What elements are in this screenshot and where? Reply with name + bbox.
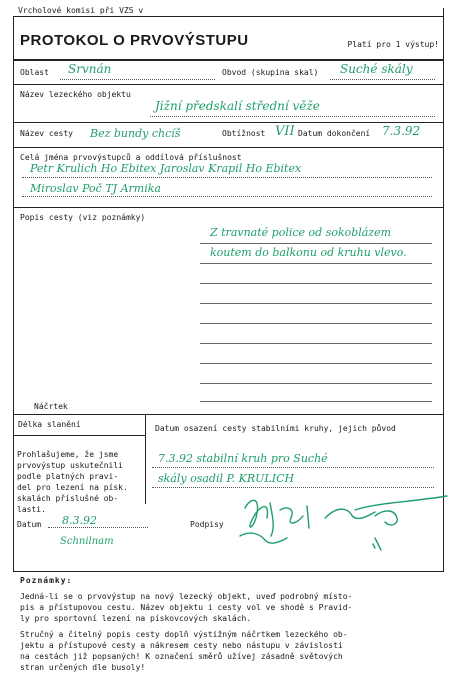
oblast-label: Oblast	[20, 68, 49, 77]
datum-line	[48, 527, 148, 528]
obvod-line	[330, 79, 435, 80]
notes-p1-line3: ly pro sportovní lezení na pískovcových skalách.	[20, 614, 252, 623]
datum-sub-value: Schnilnam	[60, 536, 114, 547]
jmena-line-a	[22, 177, 432, 178]
osazeni-line2: skály osadil P. KRULICH	[158, 472, 295, 485]
popis-label: Popis cesty (viz poznámky)	[20, 213, 146, 222]
osazeni-line-a	[152, 467, 434, 468]
nazev-cesty-value: Bez bundy chcíš	[90, 127, 181, 140]
rule-3	[13, 147, 444, 148]
prohlaseni-3: podle platných pravi-	[17, 472, 119, 481]
notes-p1-line1: Jedná-li se o prvovýstup na nový lezecký objekt, uveď podrobný místo-	[20, 592, 353, 601]
header-rule	[13, 16, 444, 17]
oblast-value: Srvnán	[68, 62, 112, 76]
nacrtek-label: Náčrtek	[34, 402, 68, 411]
notes-p2-line4: stran určených dle busoly!	[20, 663, 146, 672]
frame-bottom	[13, 571, 444, 572]
column-divider	[145, 414, 146, 504]
jmena-line1: Petr Krulich Ho Ebitex Jaroslav Krapil Ho Ebitex	[30, 162, 302, 175]
popis-ruling	[200, 363, 432, 364]
objekt-line	[150, 116, 435, 117]
rule-1	[13, 84, 444, 85]
notes-p1-line2: pis a přístupovou cestu. Název objektu i cesty vol ve shodě s Pravid-	[20, 603, 353, 612]
popis-ruling	[200, 401, 432, 402]
rule-2	[13, 122, 444, 123]
prohlaseni-1: Prohlašujeme, že jsme	[17, 450, 119, 459]
jmena-line2: Miroslav Poč TJ Armika	[30, 182, 161, 195]
top-note: Vrcholové komisi při VZS v	[18, 6, 144, 15]
signatures	[225, 488, 455, 568]
obtiznost-value: VII	[275, 124, 295, 139]
notes-title: Poznámky:	[20, 576, 73, 585]
popis-ruling	[200, 323, 432, 324]
datum-value: 8.3.92	[62, 514, 97, 527]
datum-dokonceni-label: Datum dokončení	[298, 129, 371, 138]
title-rule	[13, 59, 444, 61]
notes-p2-line3: na cestách již popsaných! K označení směrů užívej zásadně světových	[20, 652, 343, 661]
nazev-objektu-label: Název lezeckého objektu	[20, 90, 131, 99]
popis-ruling	[200, 303, 432, 304]
validity-note: Platí pro 1 výstup!	[347, 40, 439, 49]
popis-ruling	[200, 263, 432, 264]
nazev-cesty-label: Název cesty	[20, 129, 73, 138]
rule-5	[13, 414, 444, 415]
datum-dokonceni-value: 7.3.92	[382, 124, 421, 138]
frame-left	[13, 16, 14, 572]
popis-line1: Z travnaté police od sokoblázem	[210, 226, 392, 239]
obvod-value: Suché skály	[340, 62, 413, 76]
delka-rule	[13, 435, 145, 436]
obtiznost-label: Obtížnost	[222, 129, 266, 138]
prohlaseni-5: skalách příslušné ob-	[17, 494, 119, 503]
nazev-objektu-value: Jižní předskalí střední věže	[155, 99, 320, 113]
prohlaseni-4: del pro lezení na písk.	[17, 483, 128, 492]
popis-ruling	[200, 343, 432, 344]
jmena-label: Celá jména prvovýstupců a oddílová příslušnost	[20, 153, 242, 162]
rule-4	[13, 207, 444, 208]
osazeni-label: Datum osazení cesty stabilními kruhy, jejich původ	[155, 424, 396, 433]
datum-label: Datum	[17, 520, 42, 529]
oblast-line	[60, 79, 215, 80]
popis-ruling	[200, 283, 432, 284]
page-title: PROTOKOL O PRVOVÝSTUPU	[20, 32, 249, 49]
jmena-line-b	[22, 196, 432, 197]
obvod-label: Obvod (skupina skal)	[222, 68, 319, 77]
prohlaseni-2: prvovýstup uskutečnili	[17, 461, 123, 470]
popis-ruling	[200, 243, 432, 244]
popis-line2: koutem do balkonu od kruhu vlevo.	[210, 246, 407, 259]
notes-p2-line2: jektu a přístupové cesty a nákresem cesty nebo nástupu v závislosti	[20, 641, 343, 650]
delka-label: Délka slanění	[18, 420, 81, 429]
osazeni-line1: 7.3.92 stabilní kruh pro Suché	[158, 452, 328, 465]
popis-ruling	[200, 383, 432, 384]
prohlaseni-6: lasti.	[17, 505, 46, 514]
podpisy-label: Podpisy	[190, 520, 224, 529]
notes-p2-line1: Stručný a čitelný popis cesty doplň výstižným náčrtkem lezeckého ob-	[20, 630, 348, 639]
